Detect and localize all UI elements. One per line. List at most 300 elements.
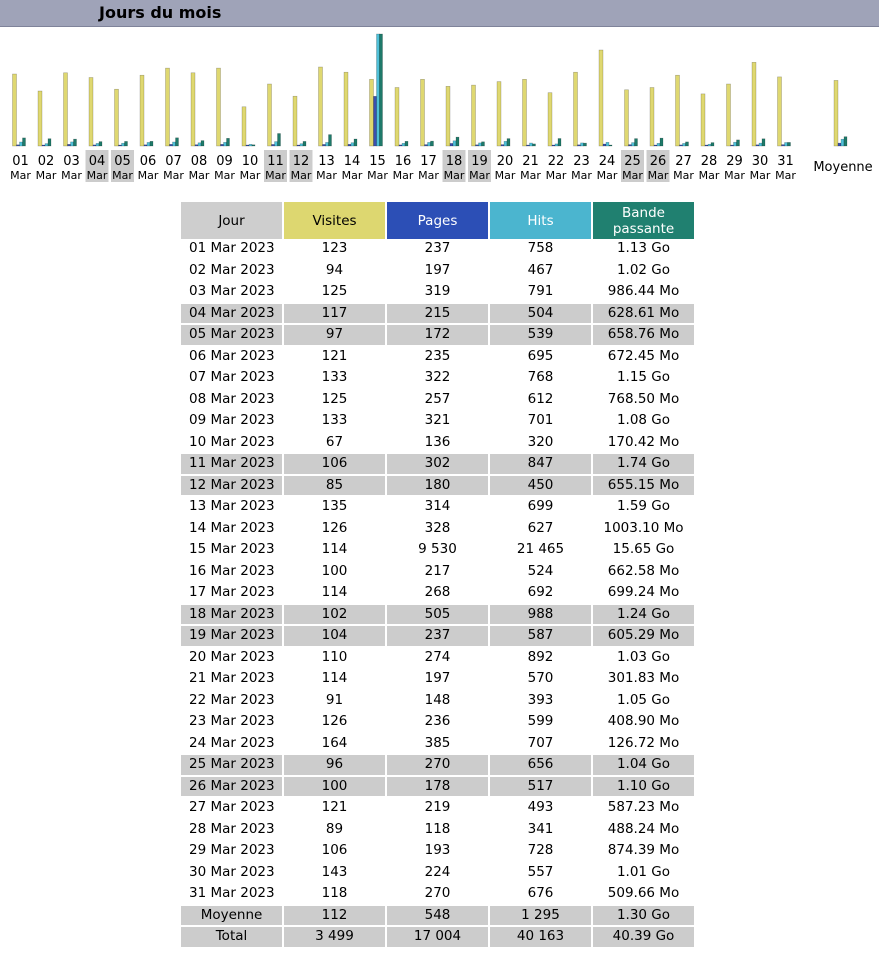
day-22-hits-bar <box>555 144 558 146</box>
day-23-visits-bar <box>574 72 578 146</box>
cell-hits: 504 <box>490 304 591 326</box>
cell-visits: 126 <box>284 519 385 541</box>
cell-hits: 728 <box>490 841 591 863</box>
cell-hits: 692 <box>490 583 591 605</box>
month-label: Mar <box>647 169 669 182</box>
day-label: 26 <box>649 154 667 169</box>
cell-hits: 570 <box>490 669 591 691</box>
table-row <box>181 347 694 369</box>
month-label: Mar <box>239 169 261 182</box>
cell-hits: 701 <box>490 411 591 433</box>
cell-hits: 341 <box>490 820 591 842</box>
day-24-hits-bar <box>606 142 609 146</box>
cell-bandwidth: 986.44 Mo <box>593 282 694 304</box>
day-label: 14 <box>343 154 361 169</box>
day-label: 18 <box>445 154 463 169</box>
day-08-hits-bar <box>198 143 201 146</box>
day-20-hits-bar <box>504 141 507 146</box>
day-26-bandwidth-bar <box>660 138 663 146</box>
cell-visits: 67 <box>284 433 385 455</box>
day-14-hits-bar <box>351 143 354 146</box>
cell-pages: 136 <box>387 433 488 455</box>
day-21-bandwidth-bar <box>533 144 536 146</box>
total-hits: 40 163 <box>490 927 591 949</box>
day-01-pages-bar <box>17 145 20 146</box>
month-label: Mar <box>545 169 567 182</box>
cell-bandwidth: 170.42 Mo <box>593 433 694 455</box>
day-19-hits-bar <box>479 143 482 146</box>
day-02-hits-bar <box>45 144 48 146</box>
day-15-bandwidth-bar <box>380 34 383 146</box>
day-30-hits-bar <box>759 143 762 146</box>
cell-visits: 126 <box>284 712 385 734</box>
cell-date: 21 Mar 2023 <box>181 669 282 691</box>
month-label: Mar <box>775 169 796 182</box>
cell-bandwidth: 1.59 Go <box>593 497 694 519</box>
day-21-visits-bar <box>523 79 527 146</box>
day-06-bandwidth-bar <box>150 141 153 146</box>
days-table <box>179 202 696 949</box>
day-label: 01 <box>12 154 29 169</box>
cell-bandwidth: 1.04 Go <box>593 755 694 777</box>
average-pages-bar <box>838 143 841 146</box>
day-label: 27 <box>675 154 692 169</box>
cell-pages: 505 <box>387 605 488 627</box>
day-23-bandwidth-bar <box>584 143 587 146</box>
day-05-hits-bar <box>122 143 125 146</box>
cell-pages: 178 <box>387 777 488 799</box>
table-row <box>181 691 694 713</box>
cell-visits: 91 <box>284 691 385 713</box>
day-12-visits-bar <box>293 96 297 146</box>
cell-hits: 768 <box>490 368 591 390</box>
month-label: Mar <box>163 169 184 182</box>
cell-bandwidth: 699.24 Mo <box>593 583 694 605</box>
cell-bandwidth: 1.03 Go <box>593 648 694 670</box>
day-10-bandwidth-bar <box>252 145 255 146</box>
table-row <box>181 798 694 820</box>
day-11-hits-bar <box>275 142 278 146</box>
day-label: 04 <box>88 154 106 169</box>
cell-bandwidth: 509.66 Mo <box>593 884 694 906</box>
day-12-hits-bar <box>300 144 303 146</box>
day-04-visits-bar <box>89 78 93 147</box>
cell-pages: 319 <box>387 282 488 304</box>
month-label: Mar <box>698 169 720 182</box>
cell-pages: 268 <box>387 583 488 605</box>
day-20-pages-bar <box>501 145 504 146</box>
cell-date: 25 Mar 2023 <box>181 755 282 777</box>
total-pages: 17 004 <box>387 927 488 949</box>
table-row <box>181 863 694 885</box>
table-row <box>181 390 694 412</box>
cell-bandwidth: 1.10 Go <box>593 777 694 799</box>
day-20-visits-bar <box>497 82 501 146</box>
average-bandwidth-bar <box>844 137 847 146</box>
average-hits-bar <box>841 139 844 146</box>
cell-pages: 235 <box>387 347 488 369</box>
day-15-hits-bar <box>377 34 380 146</box>
cell-pages: 321 <box>387 411 488 433</box>
cell-bandwidth: 1.01 Go <box>593 863 694 885</box>
cell-pages: 237 <box>387 239 488 261</box>
cell-pages: 302 <box>387 454 488 476</box>
cell-visits: 117 <box>284 304 385 326</box>
table-row <box>181 669 694 691</box>
day-label: 30 <box>751 154 769 169</box>
cell-date: 11 Mar 2023 <box>181 454 282 476</box>
cell-hits: 493 <box>490 798 591 820</box>
cell-bandwidth: 1.05 Go <box>593 691 694 713</box>
day-14-pages-bar <box>348 144 351 146</box>
cell-pages: 180 <box>387 476 488 498</box>
cell-date: 23 Mar 2023 <box>181 712 282 734</box>
cell-visits: 114 <box>284 669 385 691</box>
cell-pages: 322 <box>387 368 488 390</box>
cell-bandwidth: 1.02 Go <box>593 261 694 283</box>
month-label: Mar <box>367 169 388 182</box>
table-row <box>181 583 694 605</box>
day-30-pages-bar <box>756 145 759 146</box>
table-row <box>181 755 694 777</box>
table-row <box>181 562 694 584</box>
day-31-bandwidth-bar <box>788 142 791 146</box>
day-29-visits-bar <box>727 84 731 146</box>
month-label: Mar <box>494 169 516 182</box>
day-17-pages-bar <box>425 145 428 146</box>
cell-date: 20 Mar 2023 <box>181 648 282 670</box>
cell-pages: 236 <box>387 712 488 734</box>
total-visits: 3 499 <box>284 927 385 949</box>
col-header-pages: Pages <box>387 202 488 239</box>
cell-hits: 557 <box>490 863 591 885</box>
day-28-visits-bar <box>701 94 705 146</box>
day-24-pages-bar <box>603 144 606 146</box>
month-label: Mar <box>724 169 745 182</box>
cell-date: 27 Mar 2023 <box>181 798 282 820</box>
day-29-bandwidth-bar <box>737 140 740 146</box>
day-label: 10 <box>241 154 259 169</box>
month-label: Mar <box>214 169 235 182</box>
day-13-hits-bar <box>326 142 329 146</box>
cell-pages: 118 <box>387 820 488 842</box>
cell-visits: 102 <box>284 605 385 627</box>
day-label: 13 <box>318 154 335 169</box>
cell-date: 13 Mar 2023 <box>181 497 282 519</box>
table-row <box>181 777 694 799</box>
day-label: 05 <box>114 154 131 169</box>
month-label: Mar <box>86 169 108 182</box>
day-label: 11 <box>267 154 284 169</box>
day-label: 16 <box>394 154 412 169</box>
cell-date: 31 Mar 2023 <box>181 884 282 906</box>
cell-visits: 97 <box>284 325 385 347</box>
cell-date: 29 Mar 2023 <box>181 841 282 863</box>
table-row <box>181 261 694 283</box>
cell-visits: 89 <box>284 820 385 842</box>
day-11-bandwidth-bar <box>278 134 281 147</box>
cell-hits: 524 <box>490 562 591 584</box>
day-13-visits-bar <box>319 67 323 146</box>
day-01-visits-bar <box>13 74 17 146</box>
cell-pages: 219 <box>387 798 488 820</box>
day-09-visits-bar <box>217 68 221 146</box>
cell-date: 01 Mar 2023 <box>181 239 282 261</box>
cell-bandwidth: 1.74 Go <box>593 454 694 476</box>
cell-bandwidth: 672.45 Mo <box>593 347 694 369</box>
day-17-bandwidth-bar <box>431 141 434 146</box>
day-13-pages-bar <box>323 144 326 146</box>
cell-date: 18 Mar 2023 <box>181 605 282 627</box>
day-09-bandwidth-bar <box>227 138 230 146</box>
cell-pages: 328 <box>387 519 488 541</box>
day-14-visits-bar <box>344 72 348 146</box>
cell-date: 28 Mar 2023 <box>181 820 282 842</box>
cell-date: 14 Mar 2023 <box>181 519 282 541</box>
cell-visits: 143 <box>284 863 385 885</box>
cell-bandwidth: 1.15 Go <box>593 368 694 390</box>
average-row <box>181 906 694 928</box>
day-19-pages-bar <box>476 145 479 146</box>
day-16-pages-bar <box>399 145 402 146</box>
cell-bandwidth: 408.90 Mo <box>593 712 694 734</box>
cell-bandwidth: 15.65 Go <box>593 540 694 562</box>
cell-bandwidth: 587.23 Mo <box>593 798 694 820</box>
cell-pages: 237 <box>387 626 488 648</box>
col-header-day: Jour <box>181 202 282 239</box>
table-row <box>181 884 694 906</box>
col-header-bandwidth <box>593 202 694 239</box>
cell-hits: 699 <box>490 497 591 519</box>
day-17-visits-bar <box>421 79 425 146</box>
day-05-visits-bar <box>115 89 119 146</box>
cell-visits: 123 <box>284 239 385 261</box>
table-row <box>181 648 694 670</box>
cell-hits: 539 <box>490 325 591 347</box>
day-05-bandwidth-bar <box>125 141 128 146</box>
table-row <box>181 433 694 455</box>
day-12-pages-bar <box>297 145 300 146</box>
day-24-bandwidth-bar <box>609 145 612 146</box>
cell-date: 10 Mar 2023 <box>181 433 282 455</box>
section-header <box>0 0 879 27</box>
table-row <box>181 519 694 541</box>
cell-hits: 21 465 <box>490 540 591 562</box>
day-16-visits-bar <box>395 88 399 147</box>
month-label: Mar <box>443 169 465 182</box>
col-header-hits: Hits <box>490 202 591 239</box>
day-label: 31 <box>777 154 794 169</box>
average-visits: 112 <box>284 906 385 928</box>
day-13-bandwidth-bar <box>329 135 332 146</box>
cell-pages: 274 <box>387 648 488 670</box>
day-06-hits-bar <box>147 142 150 146</box>
month-label: Mar <box>290 169 312 182</box>
day-31-pages-bar <box>782 145 785 146</box>
cell-hits: 892 <box>490 648 591 670</box>
day-08-bandwidth-bar <box>201 141 204 146</box>
cell-hits: 393 <box>490 691 591 713</box>
cell-date: 05 Mar 2023 <box>181 325 282 347</box>
day-label: 03 <box>63 154 80 169</box>
table-header-row <box>181 202 694 239</box>
cell-bandwidth: 1003.10 Mo <box>593 519 694 541</box>
month-label: Mar <box>673 169 694 182</box>
day-25-bandwidth-bar <box>635 139 638 146</box>
day-18-hits-bar <box>453 141 456 146</box>
cell-bandwidth: 1.13 Go <box>593 239 694 261</box>
cell-date: 03 Mar 2023 <box>181 282 282 304</box>
month-label: Mar <box>622 169 643 182</box>
table-row <box>181 540 694 562</box>
month-label: Mar <box>188 169 210 182</box>
month-label: Mar <box>596 169 618 182</box>
day-label: 25 <box>624 154 641 169</box>
cell-pages: 9 530 <box>387 540 488 562</box>
day-label: 19 <box>471 154 488 169</box>
day-label: 07 <box>165 154 182 169</box>
day-22-visits-bar <box>548 93 552 146</box>
day-27-hits-bar <box>683 143 686 146</box>
day-label: 29 <box>726 154 743 169</box>
day-03-bandwidth-bar <box>74 139 77 146</box>
day-07-visits-bar <box>166 68 170 146</box>
day-28-hits-bar <box>708 144 711 146</box>
table-row <box>181 282 694 304</box>
cell-date: 17 Mar 2023 <box>181 583 282 605</box>
day-21-pages-bar <box>527 145 530 146</box>
month-label: Mar <box>520 169 541 182</box>
day-03-visits-bar <box>64 73 68 146</box>
day-11-visits-bar <box>268 84 272 146</box>
table-row <box>181 841 694 863</box>
day-19-bandwidth-bar <box>482 142 485 146</box>
month-label: Mar <box>316 169 337 182</box>
average-pages: 548 <box>387 906 488 928</box>
day-22-bandwidth-bar <box>558 139 561 147</box>
day-03-pages-bar <box>68 144 71 146</box>
day-10-visits-bar <box>242 107 246 146</box>
cell-visits: 133 <box>284 368 385 390</box>
cell-hits: 320 <box>490 433 591 455</box>
cell-date: 30 Mar 2023 <box>181 863 282 885</box>
day-label: 02 <box>37 154 55 169</box>
cell-hits: 627 <box>490 519 591 541</box>
month-label: Mar <box>35 169 57 182</box>
average-visits-bar <box>834 80 838 146</box>
cell-pages: 217 <box>387 562 488 584</box>
cell-bandwidth: 605.29 Mo <box>593 626 694 648</box>
cell-hits: 791 <box>490 282 591 304</box>
cell-visits: 121 <box>284 347 385 369</box>
cell-bandwidth: 655.15 Mo <box>593 476 694 498</box>
col-header-bandwidth-line2: passante <box>612 220 675 237</box>
cell-visits: 133 <box>284 411 385 433</box>
day-26-pages-bar <box>654 145 657 146</box>
average-bandwidth: 1.30 Go <box>593 906 694 928</box>
day-31-visits-bar <box>778 77 782 146</box>
total-bandwidth: 40.39 Go <box>593 927 694 949</box>
cell-hits: 758 <box>490 239 591 261</box>
day-04-bandwidth-bar <box>99 142 102 146</box>
day-30-bandwidth-bar <box>762 139 765 146</box>
month-label: Mar <box>112 169 133 182</box>
cell-visits: 94 <box>284 261 385 283</box>
cell-bandwidth: 662.58 Mo <box>593 562 694 584</box>
day-06-visits-bar <box>140 75 144 146</box>
day-28-pages-bar <box>705 145 708 146</box>
cell-date: 08 Mar 2023 <box>181 390 282 412</box>
cell-date: 26 Mar 2023 <box>181 777 282 799</box>
day-31-hits-bar <box>785 143 788 147</box>
cell-bandwidth: 488.24 Mo <box>593 820 694 842</box>
total-row <box>181 927 694 949</box>
day-02-visits-bar <box>38 91 42 146</box>
day-26-hits-bar <box>657 143 660 146</box>
month-label: Mar <box>418 169 439 182</box>
cell-date: 02 Mar 2023 <box>181 261 282 283</box>
day-02-pages-bar <box>42 145 45 146</box>
cell-hits: 988 <box>490 605 591 627</box>
cell-hits: 587 <box>490 626 591 648</box>
cell-date: 22 Mar 2023 <box>181 691 282 713</box>
cell-pages: 224 <box>387 863 488 885</box>
month-label: Mar <box>265 169 286 182</box>
day-21-hits-bar <box>530 143 533 146</box>
cell-visits: 114 <box>284 583 385 605</box>
cell-bandwidth: 628.61 Mo <box>593 304 694 326</box>
table-row <box>181 411 694 433</box>
cell-visits: 125 <box>284 282 385 304</box>
day-07-bandwidth-bar <box>176 138 179 146</box>
cell-bandwidth: 658.76 Mo <box>593 325 694 347</box>
cell-hits: 676 <box>490 884 591 906</box>
day-16-hits-bar <box>402 143 405 146</box>
day-28-bandwidth-bar <box>711 143 714 146</box>
day-19-visits-bar <box>472 85 476 146</box>
table-row <box>181 820 694 842</box>
day-25-pages-bar <box>629 145 632 146</box>
day-25-visits-bar <box>625 90 629 146</box>
table-row <box>181 626 694 648</box>
cell-date: 09 Mar 2023 <box>181 411 282 433</box>
day-27-visits-bar <box>676 75 680 146</box>
cell-visits: 100 <box>284 562 385 584</box>
cell-date: 15 Mar 2023 <box>181 540 282 562</box>
cell-hits: 656 <box>490 755 591 777</box>
table-row <box>181 239 694 261</box>
day-10-hits-bar <box>249 144 252 146</box>
day-01-bandwidth-bar <box>23 138 26 146</box>
day-14-bandwidth-bar <box>354 139 357 146</box>
average-hits: 1 295 <box>490 906 591 928</box>
month-label: Mar <box>749 169 771 182</box>
table-row <box>181 497 694 519</box>
cell-bandwidth: 1.24 Go <box>593 605 694 627</box>
table-row <box>181 304 694 326</box>
day-label: 20 <box>496 154 514 169</box>
cell-visits: 121 <box>284 798 385 820</box>
day-26-visits-bar <box>650 88 654 147</box>
day-01-hits-bar <box>20 142 23 146</box>
cell-pages: 270 <box>387 884 488 906</box>
cell-pages: 193 <box>387 841 488 863</box>
cell-pages: 257 <box>387 390 488 412</box>
cell-hits: 707 <box>490 734 591 756</box>
day-04-hits-bar <box>96 143 99 146</box>
day-09-hits-bar <box>224 142 227 146</box>
table-row <box>181 454 694 476</box>
